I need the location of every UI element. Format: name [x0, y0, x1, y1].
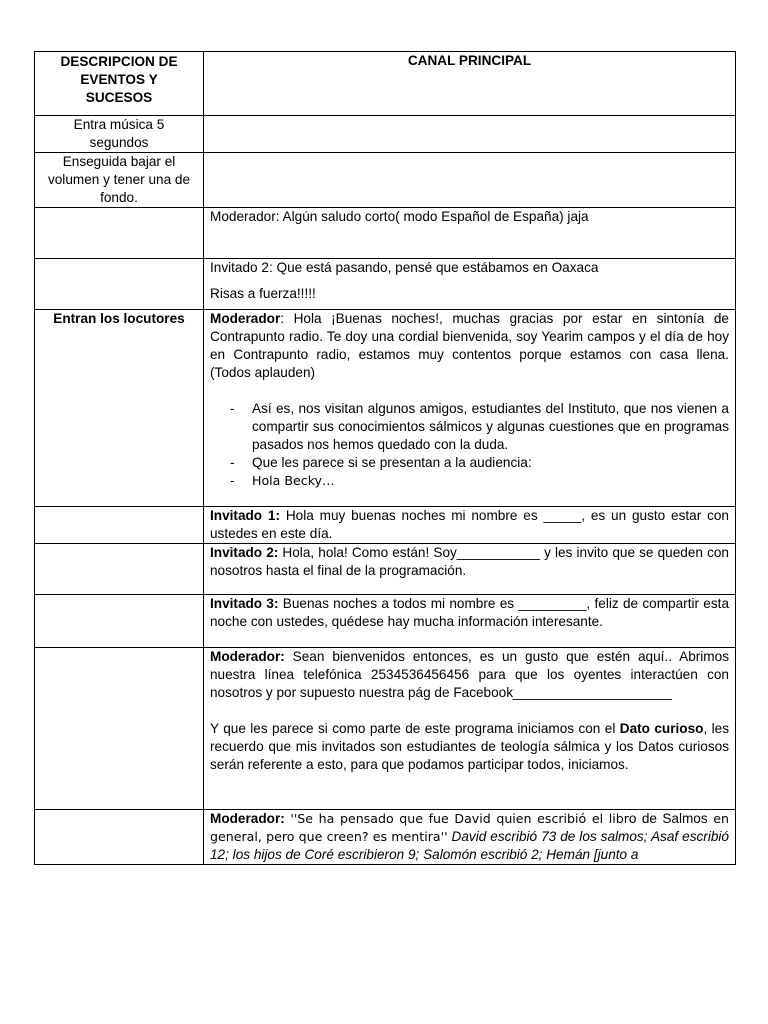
- channel-cell: [204, 810, 736, 865]
- table-row: [35, 544, 736, 595]
- table-row: [35, 116, 736, 153]
- dialogue-paragraph: [210, 595, 729, 631]
- event-cell: [35, 544, 204, 595]
- speaker-label: Moderador:: [210, 811, 285, 826]
- dialogue-paragraph: [210, 810, 729, 864]
- header-row: [35, 52, 736, 116]
- table-row: [35, 507, 736, 544]
- channel-cell: [204, 544, 736, 595]
- event-cell: [35, 648, 204, 810]
- dialogue-paragraph: [210, 544, 729, 580]
- dialogue-text: Buenas noches a todos mi nombre es _________, feliz de compartir esta noche con ustedes, quédese hay mucha información interesante.: [210, 596, 729, 629]
- table-row: [35, 810, 736, 865]
- dialogue-text: Hola muy buenas noches mi nombre es _____, es un gusto estar con ustedes en este día.: [210, 508, 729, 541]
- dialogue-paragraph: [210, 648, 729, 702]
- speaker-label: Invitado 3:: [210, 596, 279, 611]
- channel-cell: [204, 648, 736, 810]
- event-cell: [35, 208, 204, 259]
- table-row: [35, 153, 736, 208]
- speaker-label: Invitado 1:: [210, 508, 281, 523]
- dialogue-text: Y que les parece si como parte de este programa iniciamos con el: [210, 721, 620, 736]
- channel-cell: [204, 310, 736, 507]
- table-row: [35, 648, 736, 810]
- dialogue-paragraph: [210, 507, 729, 543]
- dialogue-paragraph: [210, 720, 729, 774]
- channel-cell: [204, 259, 736, 310]
- event-cell: Enseguida bajar el volumen y tener una de fondo.: [35, 153, 204, 208]
- dialogue-text: : Hola ¡Buenas noches!, muchas gracias por estar en sintonía de Contrapunto radio. Te doy una cordial bienvenida, soy Yearim campos y el día de hoy en Contrapunto radio, estamos muy contentos porque estamos con casa llena. (Todos aplauden): [210, 311, 729, 380]
- list-item: - Que les parece si se presentan a la audiencia:: [252, 454, 729, 472]
- channel-cell: [204, 208, 736, 259]
- channel-cell: [204, 116, 736, 153]
- table-row: [35, 310, 736, 507]
- event-cell: [35, 259, 204, 310]
- speaker-label: Moderador:: [210, 649, 285, 664]
- list-item: - Así es, nos visitan algunos amigos, estudiantes del Instituto, que nos vienen a compartir sus conocimientos sálmicos y algunas cuestiones que en programas pasados nos hemos quedado con la duda.: [252, 400, 729, 454]
- dialogue-list: [210, 400, 729, 490]
- channel-cell: [204, 153, 736, 208]
- dialogue-text: en general, pero que creen? es mentira'': [210, 811, 730, 844]
- channel-cell: [204, 507, 736, 544]
- event-cell: [35, 507, 204, 544]
- table-row: [35, 208, 736, 259]
- dialogue-text: Sean bienvenidos entonces, es un gusto que estén aquí.. Abrimos nuestra línea telefónica 2534536456456 para que los oyentes interactúen con nosotros y por supuesto nuestra pág de Facebook_____________________: [210, 649, 729, 700]
- laughter-line: Risas a fuerza!!!!!: [210, 286, 316, 301]
- dialogue-paragraph: [210, 310, 729, 382]
- channel-cell: [204, 595, 736, 648]
- dato-curioso-label: Dato curioso: [619, 721, 704, 736]
- dialogue-text: , les recuerdo que mis invitados son estudiantes de teología sálmica y los Datos curiosos serán referente a esto, para que podamos participar todos, iniciamos.: [210, 721, 729, 772]
- event-cell: Entra música 5 segundos: [35, 116, 204, 153]
- event-cell: Entran los locutores: [35, 310, 204, 507]
- script-table: [34, 51, 736, 865]
- dialogue-text-italic: David escribió 73 de los salmos; Asaf escribió 12; los hijos de Coré escribieron 9; Salomón escribió 2; Hemán [junto a: [210, 829, 729, 862]
- table-row: [35, 259, 736, 310]
- dialogue-text: o de Salmos: [628, 811, 708, 826]
- moderator-line: Moderador: Algún saludo corto( modo Español de España) jaja: [210, 209, 589, 224]
- speaker-label: Invitado 2:: [210, 545, 279, 560]
- header-channel: CANAL PRINCIPAL: [204, 52, 736, 116]
- dialogue-text: ''Se ha pensado que fue David quien escribió el libr: [284, 811, 629, 826]
- guest-line: Invitado 2: Que está pasando, pensé que estábamos en Oaxaca: [210, 260, 599, 275]
- dialogue-text: Hola, hola! Como están! Soy___________ y les invito que se queden con nosotros hasta el final de la programación.: [210, 545, 729, 578]
- header-events: DESCRIPCION DE EVENTOS Y SUCESOS: [35, 52, 204, 116]
- event-cell: [35, 810, 204, 865]
- event-cell: [35, 595, 204, 648]
- speaker-label: Moderador: [210, 311, 281, 326]
- table-row: [35, 595, 736, 648]
- list-item: - Hola Becky…: [252, 472, 729, 490]
